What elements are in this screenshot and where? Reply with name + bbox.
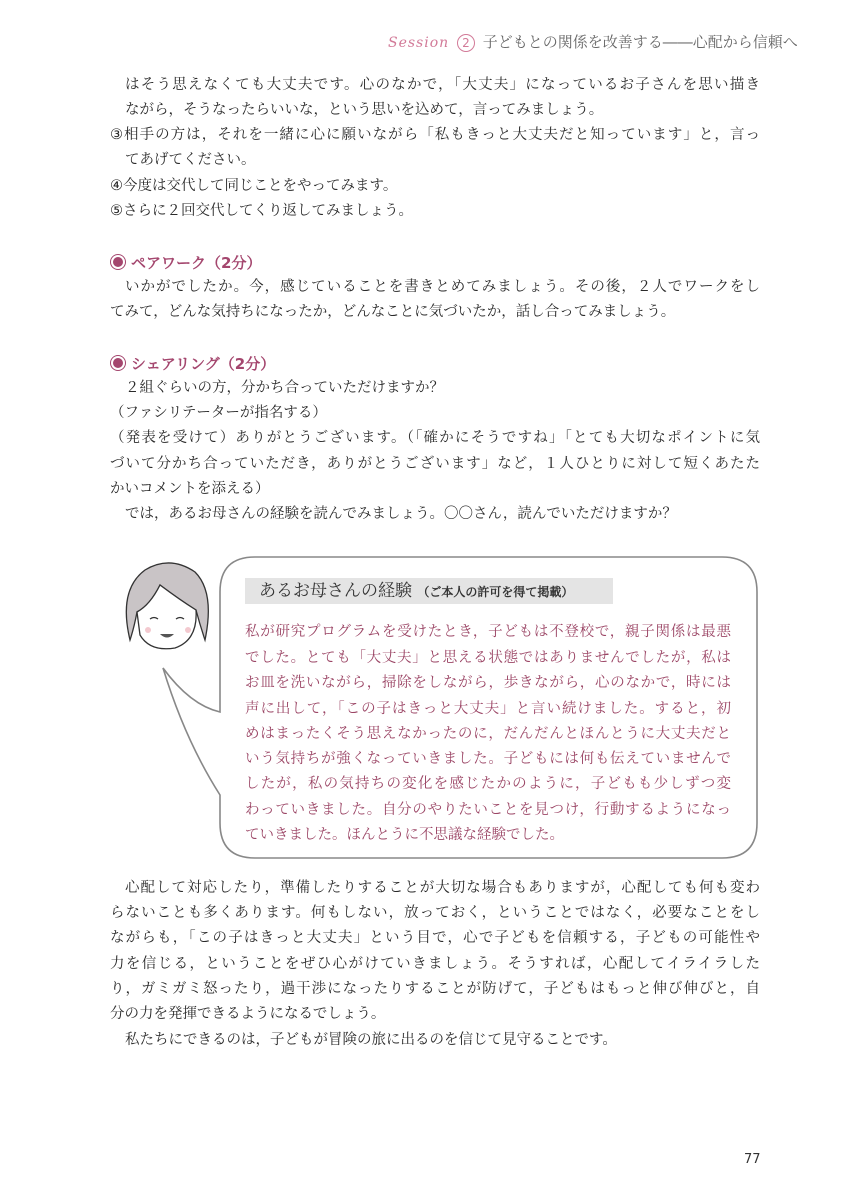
text-line: らないことも多くあります。何もしない，放っておく，ということではなく，必要なことをし xyxy=(110,905,760,921)
text-line: ながら，そうなったらいいな，という思いを込めて，言ってみましょう。 xyxy=(125,102,604,118)
story-line: したが，私の気持ちの変化を感じたかのように，子どもも少しずつ変 xyxy=(245,776,731,792)
text-line: （ファシリテーターが指名する） xyxy=(110,405,327,421)
heading-text: ペアワーク（2分） xyxy=(131,254,262,272)
story-line: お皿を洗いながら，掃除をしながら，歩きながら，心のなかで，時には xyxy=(245,675,731,691)
session-label: Session xyxy=(388,35,450,51)
text-line: ④今度は交代して同じことをやってみます。 xyxy=(110,178,398,194)
text-line: はそう思えなくても大丈夫です。心のなかで，「大丈夫」になっているお子さんを思い描き xyxy=(125,77,760,93)
text-line: ③相手の方は，それを一緒に心に願いながら「私もきっと大丈夫だと知っています」と，言っ xyxy=(110,127,760,143)
mother-avatar-icon xyxy=(126,563,208,649)
text-line: てみて，どんな気持ちになったか，どんなことに気づいたか，話し合ってみましょう。 xyxy=(110,304,676,320)
story-note: （ご本人の許可を得て掲載） xyxy=(417,585,574,599)
text-line: （発表を受けて）ありがとうございます。（「確かにそうですね」「とても大切なポイントに気 xyxy=(110,430,760,446)
story-line: 私が研究プログラムを受けたとき，子どもは不登校で，親子関係は最悪 xyxy=(245,624,731,640)
story-line: めはまったくそう思えなかったのに，だんだんとほんとうに大丈夫だと xyxy=(245,726,731,742)
text-line: 分の力を発揮できるようになるでしょう。 xyxy=(110,1006,386,1022)
text-line: ２組ぐらいの方，分かち合っていただけますか？ xyxy=(125,380,444,396)
text-line: づいて分かち合っていただき，ありがとうございます」など，１人ひとりに対して短くあたた xyxy=(110,456,760,472)
text-line: ながらも，「この子はきっと大丈夫」という目で，心で子どもを信頼する，子どもの可能性や xyxy=(110,930,760,946)
story-line: いう気持ちが強くなっていきました。子どもには何も伝えていませんで xyxy=(245,751,731,767)
story-title-text: あるお母さんの経験 xyxy=(259,581,412,601)
text-line: かいコメントを添える） xyxy=(110,481,270,497)
story-line: ていきました。ほんとうに不思議な経験でした。 xyxy=(245,827,564,843)
heading-text: シェアリング（2分） xyxy=(131,355,276,373)
text-line: ⑤さらに２回交代してくり返してみましょう。 xyxy=(110,203,413,219)
story-line: でした。とても「大丈夫」と思える状態ではありませんでしたが，私は xyxy=(245,650,731,666)
text-line: では，あるお母さんの経験を読んでみましょう。〇〇さん，読んでいただけますか？ xyxy=(125,506,677,522)
story-line: 声に出して，「この子はきっと大丈夫」と言い続けました。すると，初 xyxy=(245,701,731,717)
text-line: 心配して対応したり，準備したりすることが大切な場合もありますが，心配しても何も変わ xyxy=(125,880,760,896)
text-line: てあげてください。 xyxy=(125,152,256,168)
text-line: 力を信じる，ということをぜひ心がけていきましょう。そうすれば，心配してイライラした xyxy=(110,956,760,972)
page-number: 77 xyxy=(744,1152,761,1167)
session-number: 2 xyxy=(457,34,475,52)
story-title xyxy=(245,578,613,604)
text-line: 私たちにできるのは，子どもが冒険の旅に出るのを信じて見守ることです。 xyxy=(125,1032,617,1048)
chapter-title: 子どもとの関係を改善する――心配から信頼へ xyxy=(482,33,798,51)
story-line: わっていきました。自分のやりたいことを見つけ，行動するようになっ xyxy=(245,802,731,818)
text-line: いかがでしたか。今，感じていることを書きとめてみましょう。その後，２人でワークをし xyxy=(125,279,760,295)
text-line: り，ガミガミ怒ったり，過干渉になったりすることが防げて，子どもはもっと伸び伸びと，自 xyxy=(110,981,760,997)
